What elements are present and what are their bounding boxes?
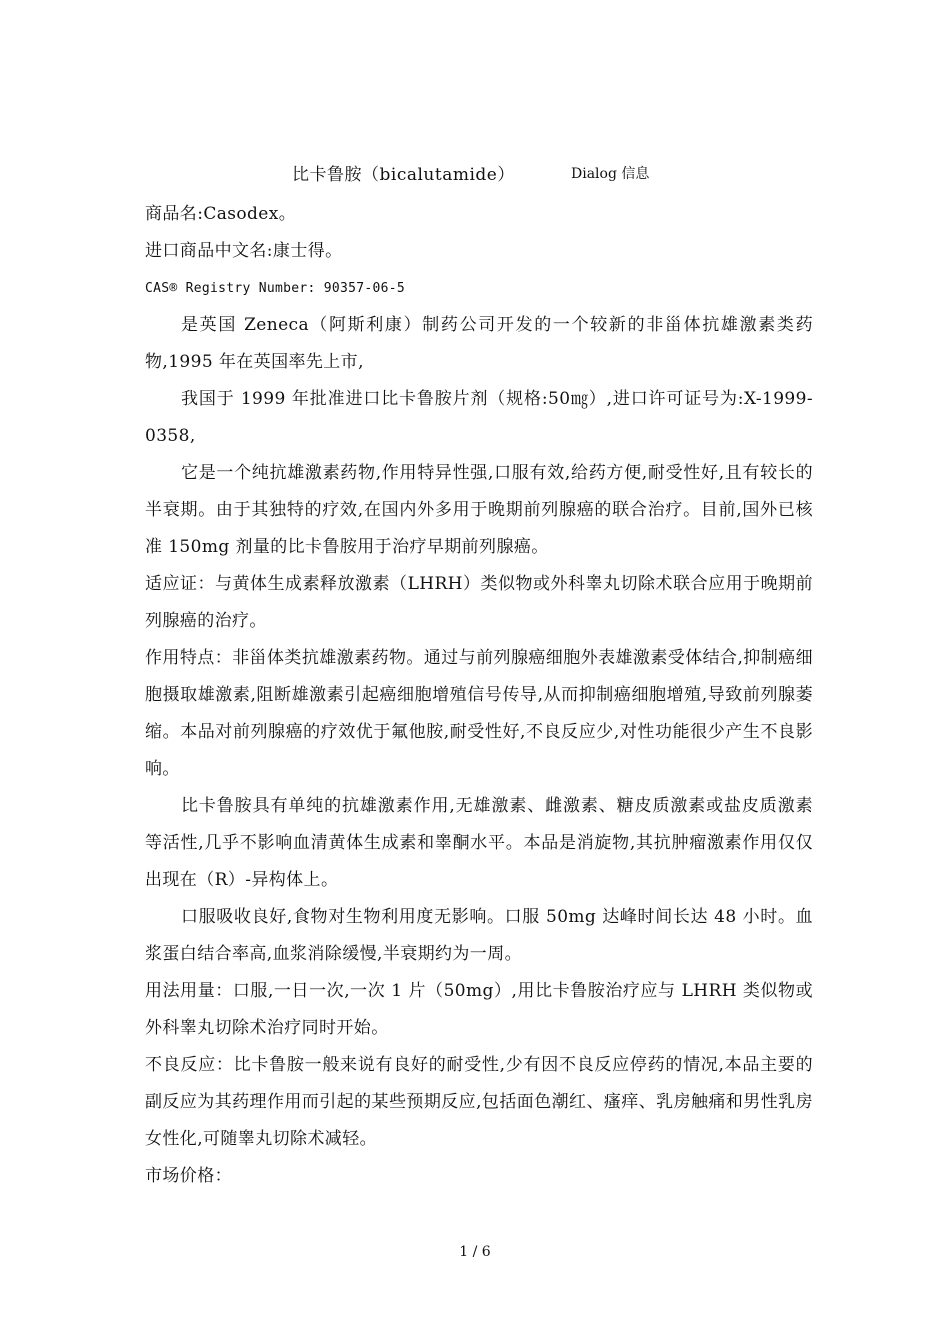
title-note: Dialog 信息 <box>571 166 650 182</box>
paragraph: 市场价格： <box>145 1166 232 1186</box>
title-line <box>0 160 950 184</box>
paragraph: 不良反应：比卡鲁胺一般来说有良好的耐受性,少有因不良反应停药的情况,本品主要的副反应为其药理作用而引起的某些预期反应,包括面色潮红、瘙痒、乳房触痛和男性乳房女性化,可随睾丸切除术减轻。 <box>145 1055 813 1149</box>
paragraph: 进口商品中文名:康士得。 <box>145 241 343 261</box>
paragraph: 商品名:Casodex。 <box>145 204 297 224</box>
page-number: 1 / 6 <box>459 1244 491 1260</box>
document-body <box>145 196 813 1195</box>
document-title: 比卡鲁胺（bicalutamide） <box>292 165 515 185</box>
paragraph: 口服吸收良好,食物对生物利用度无影响。口服 50mg 达峰时间长达 48 小时。血浆蛋白结合率高,血浆消除缓慢,半衰期约为一周。 <box>145 907 813 964</box>
paragraph: CAS® Registry Number: 90357-06-5 <box>145 281 406 296</box>
paragraph: 比卡鲁胺具有单纯的抗雄激素作用,无雄激素、雌激素、糖皮质激素或盐皮质激素等活性,几乎不影响血清黄体生成素和睾酮水平。本品是消旋物,其抗肿瘤激素作用仅仅出现在（R）-异构体上。 <box>145 796 813 890</box>
paragraph: 作用特点：非甾体类抗雄激素药物。通过与前列腺癌细胞外表雄激素受体结合,抑制癌细胞摄取雄激素,阻断雄激素引起癌细胞增殖信号传导,从而抑制癌细胞增殖,导致前列腺萎缩。本品对前列腺癌的疗效优于氟他胺,耐受性好,不良反应少,对性功能很少产生不良影响。 <box>145 648 813 779</box>
paragraph: 用法用量：口服,一日一次,一次 1 片（50mg）,用比卡鲁胺治疗应与 LHRH 类似物或外科睾丸切除术治疗同时开始。 <box>145 981 813 1038</box>
paragraph: 它是一个纯抗雄激素药物,作用特异性强,口服有效,给药方便,耐受性好,且有较长的半衰期。由于其独特的疗效,在国内外多用于晚期前列腺癌的联合治疗。目前,国外已核准 150mg 剂量的比卡鲁胺用于治疗早期前列腺癌。 <box>145 463 813 557</box>
paragraph: 是英国 Zeneca（阿斯利康）制药公司开发的一个较新的非甾体抗雄激素类药物,1995 年在英国率先上市, <box>145 315 813 372</box>
paragraph: 适应证：与黄体生成素释放激素（LHRH）类似物或外科睾丸切除术联合应用于晚期前列腺癌的治疗。 <box>145 574 813 631</box>
paragraph: 我国于 1999 年批准进口比卡鲁胺片剂（规格:50㎎）,进口许可证号为:X-1999-0358, <box>145 389 813 446</box>
